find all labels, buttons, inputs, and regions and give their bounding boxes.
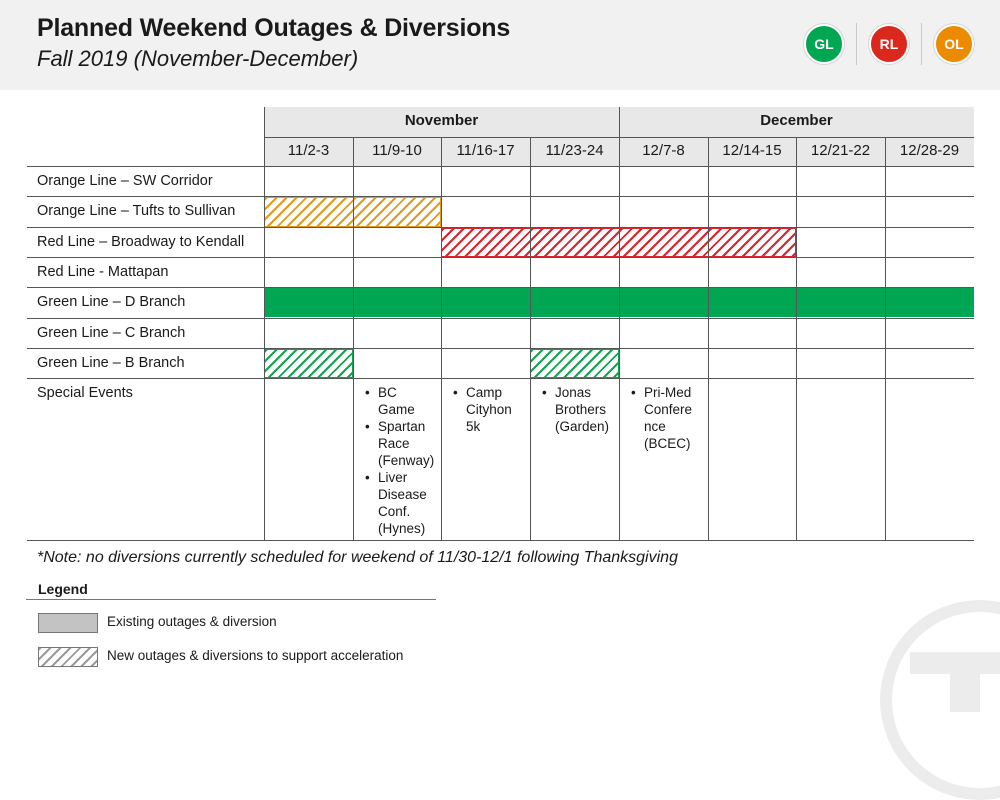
grid-line (708, 137, 709, 540)
week-header: 12/14-15 (708, 137, 796, 166)
grid-line (27, 378, 974, 379)
grid-line (796, 137, 797, 540)
week-header: 11/16-17 (441, 137, 530, 166)
mbta-logo-watermark (880, 600, 1000, 800)
special-event-item: • Jonas Brothers (Garden) (542, 384, 608, 435)
badge-divider (856, 23, 857, 65)
grid-line (353, 137, 354, 540)
special-event-item: • Pri-Med Confere nce (BCEC) (631, 384, 697, 452)
badge-divider (921, 23, 922, 65)
grid-line (27, 287, 974, 288)
row-label: Red Line - Mattapan (37, 263, 169, 280)
row-label: Orange Line – SW Corridor (37, 173, 213, 189)
row-label: Green Line – C Branch (37, 324, 186, 341)
grid-line (530, 137, 531, 540)
page-subtitle: Fall 2019 (November-December) (37, 46, 359, 71)
outage-bar-green-new (264, 349, 353, 378)
special-events-list (365, 384, 435, 537)
grid-line (441, 137, 442, 540)
legend-title: Legend (38, 581, 88, 597)
legend-existing-swatch (38, 613, 98, 633)
green-line-badge: GL (804, 24, 844, 64)
grid-line (27, 227, 974, 228)
row-label: Special Events (37, 385, 133, 402)
legend-new-label: New outages & diversions to support acceleration (107, 648, 404, 663)
grid-line (27, 257, 974, 258)
special-event-item: • Spartan Race (Fenway) (365, 418, 431, 469)
month-header: November (264, 107, 619, 137)
row-label: Orange Line – Tufts to Sullivan (37, 203, 236, 220)
special-events-list (631, 384, 697, 452)
legend-divider (26, 599, 436, 600)
mbta-logo-t-stem (950, 652, 980, 712)
grid-line (619, 107, 620, 540)
week-header: 12/21-22 (796, 137, 885, 166)
week-header: 11/2-3 (264, 137, 353, 166)
legend-new-swatch (38, 647, 98, 667)
grid-line (27, 196, 974, 197)
row-label: Red Line – Broadway to Kendall (37, 233, 245, 250)
week-header: 11/23-24 (530, 137, 619, 166)
orange-line-badge: OL (934, 24, 974, 64)
grid-line (27, 540, 974, 541)
special-event-item: • Camp Cityhon 5k (453, 384, 519, 435)
month-header: December (619, 107, 974, 137)
row-label: Green Line – B Branch (37, 354, 185, 371)
page-title: Planned Weekend Outages & Diversions (37, 14, 511, 42)
legend-existing-label: Existing outages & diversion (107, 614, 277, 629)
grid-line (885, 137, 886, 540)
week-header: 12/28-29 (885, 137, 974, 166)
footnote: *Note: no diversions currently scheduled for weekend of 11/30-12/1 following Thanksgiving (37, 549, 678, 566)
grid-line (264, 107, 265, 540)
outage-bar-green-new (530, 349, 619, 378)
red-line-badge: RL (869, 24, 909, 64)
header-bar (0, 0, 1000, 90)
grid-line (27, 318, 974, 319)
row-label: Green Line – D Branch (37, 294, 186, 311)
special-event-item: • BC Game (365, 384, 431, 418)
week-header: 12/7-8 (619, 137, 708, 166)
special-events-list (542, 384, 608, 435)
special-events-list (453, 384, 519, 435)
special-event-item: • Liver Disease Conf. (Hynes) (365, 469, 431, 537)
week-header: 11/9-10 (353, 137, 441, 166)
grid-line (27, 348, 974, 349)
line-badges (804, 24, 974, 64)
grid-line (27, 166, 974, 167)
